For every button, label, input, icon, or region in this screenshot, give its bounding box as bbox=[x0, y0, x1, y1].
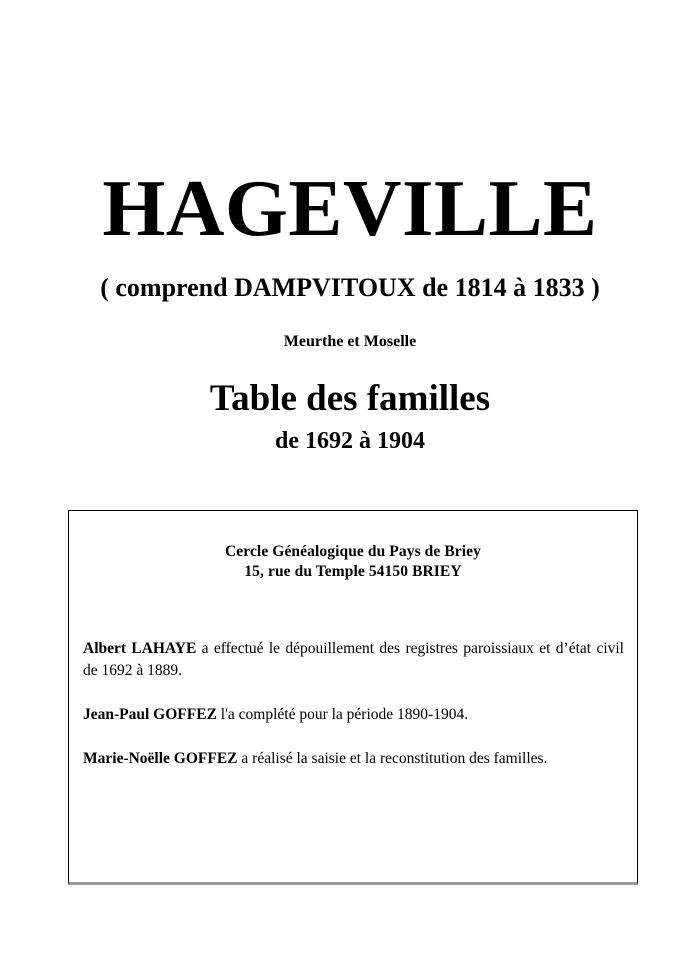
date-range-label: de 1692 à 1904 bbox=[275, 428, 425, 454]
contributor-description: l'a complété pour la période 1890-1904. bbox=[216, 705, 469, 723]
contributor-name: Albert LAHAYE bbox=[83, 639, 197, 657]
contributor-entry bbox=[83, 638, 624, 682]
subtitle-includes-dampvitoux: ( comprend DAMPVITOUX de 1814 à 1833 ) bbox=[100, 273, 600, 302]
contributor-description: a réalisé la saisie et la reconstitution des familles. bbox=[237, 749, 548, 767]
contributor-name: Jean-Paul GOFFEZ bbox=[83, 705, 217, 723]
contributor-entry bbox=[83, 748, 624, 770]
page-title: HAGEVILLE bbox=[102, 163, 598, 253]
contributor-entry bbox=[83, 704, 624, 726]
credits-box bbox=[68, 510, 638, 885]
contributor-name: Marie-Noëlle GOFFEZ bbox=[83, 749, 238, 767]
organization-block bbox=[69, 511, 637, 582]
table-title: Table des familles bbox=[209, 378, 491, 419]
title-block bbox=[0, 163, 700, 454]
organization-name: Cercle Généalogique du Pays de Briey bbox=[224, 543, 482, 560]
contributors-list bbox=[69, 582, 637, 770]
organization-address: 15, rue du Temple 54150 BRIEY bbox=[244, 562, 462, 580]
region-label: Meurthe et Moselle bbox=[283, 333, 417, 350]
contributor-description: a effectué le dépouillement des registres paroissiaux et d’état civil de 1692 à 1889. bbox=[83, 639, 624, 679]
